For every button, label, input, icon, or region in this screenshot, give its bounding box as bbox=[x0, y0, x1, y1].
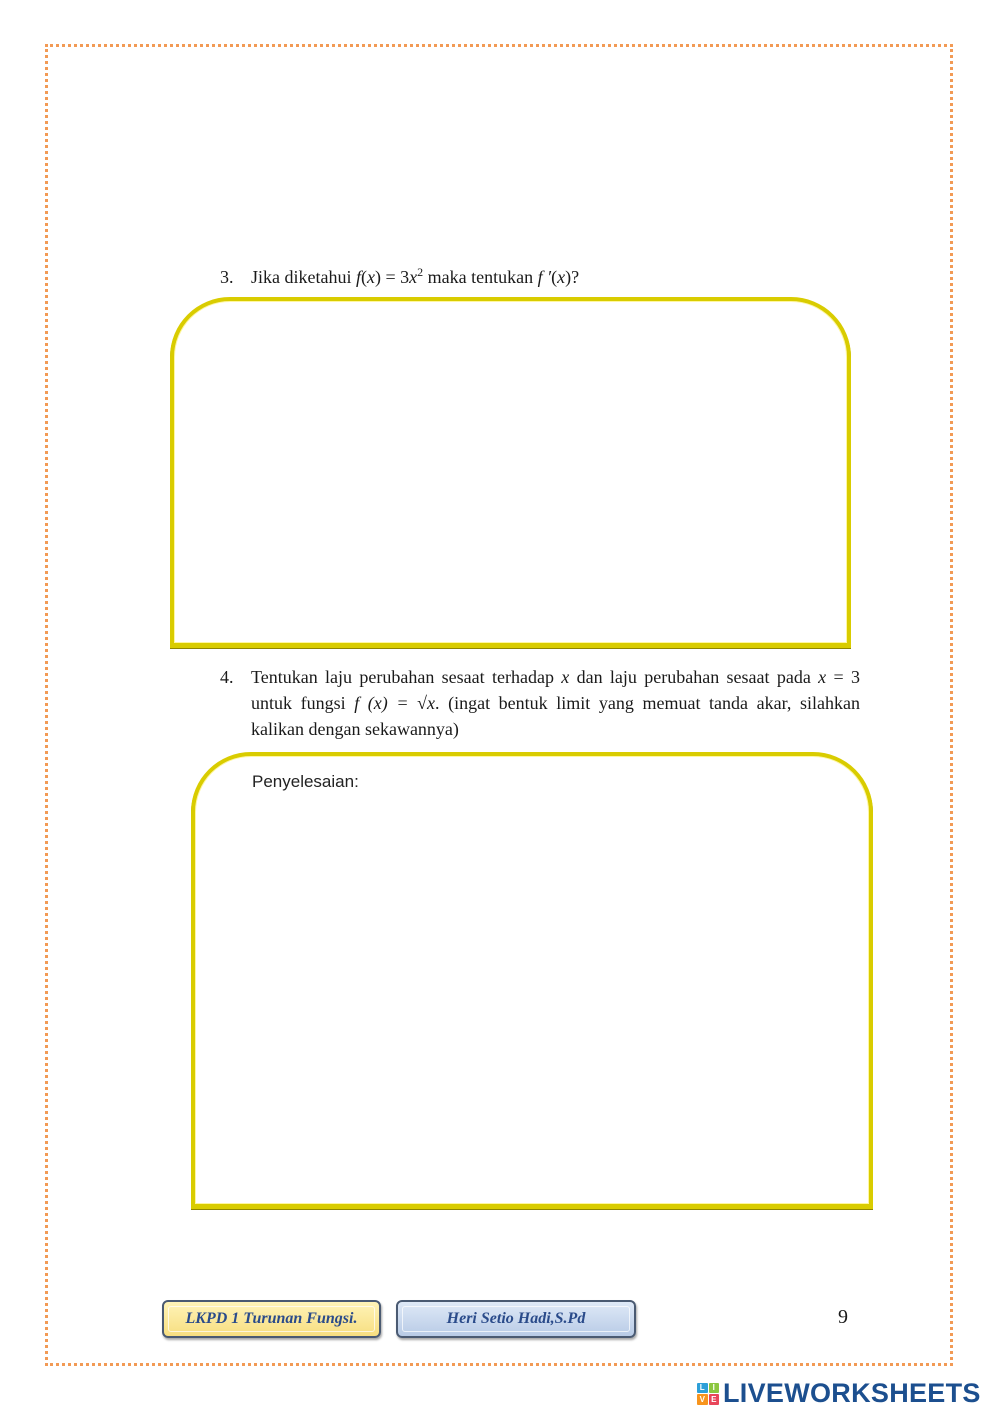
footer-author-tab bbox=[396, 1300, 636, 1338]
solution-label: Penyelesaian: bbox=[252, 772, 359, 791]
q3-lp2: ( bbox=[551, 267, 558, 287]
footer-title-text: LKPD 1 Turunan Fungsi. bbox=[185, 1310, 358, 1327]
question-3-number: 3. bbox=[220, 267, 234, 287]
q4-part4: . (ingat bentuk limit yang memuat tanda akar, silahkan kalikan dengan sekawannya) bbox=[251, 693, 860, 739]
footer-author-text: Heri Setio Hadi,S.Pd bbox=[446, 1310, 586, 1327]
question-4 bbox=[220, 664, 860, 742]
logo-letter-l: L bbox=[697, 1383, 708, 1394]
page-number: 9 bbox=[838, 1306, 848, 1328]
q3-lp1: ( bbox=[361, 267, 367, 287]
q3-x2: x bbox=[409, 267, 418, 287]
answer-box-4[interactable] bbox=[191, 752, 873, 1209]
q3-x3: x bbox=[557, 267, 566, 287]
footer-title-inner bbox=[168, 1306, 375, 1332]
liveworksheets-name: LIVEWORKSHEETS bbox=[723, 1378, 981, 1408]
q4-part1: Tentukan laju perubahan sesaat terhadap bbox=[251, 667, 562, 687]
q3-fprime: f ′ bbox=[537, 267, 552, 287]
question-4-text bbox=[251, 664, 860, 742]
q4-part2: dan laju perubahan sesaat pada bbox=[569, 667, 819, 687]
q4-x2: x bbox=[818, 667, 827, 687]
question-3 bbox=[220, 264, 860, 290]
q3-f: f bbox=[355, 267, 361, 287]
q3-prefix: Jika diketahui bbox=[251, 267, 356, 287]
logo-letter-i: I bbox=[709, 1383, 720, 1394]
liveworksheets-brand[interactable] bbox=[697, 1378, 981, 1409]
logo-letter-e: E bbox=[709, 1394, 720, 1405]
q3-rp2: )? bbox=[565, 267, 580, 287]
question-3-text bbox=[251, 264, 860, 290]
q4-formula: f (x) = √x bbox=[354, 693, 435, 713]
q4-x1: x bbox=[561, 667, 570, 687]
liveworksheets-logo-icon bbox=[697, 1383, 719, 1405]
logo-letter-v: V bbox=[697, 1394, 708, 1405]
q3-rp1: ) bbox=[375, 267, 381, 287]
q3-x1: x bbox=[367, 267, 375, 287]
q4-part3: = 3 untuk fungsi bbox=[251, 667, 860, 713]
q3-eq: = 3 bbox=[381, 267, 410, 287]
footer-author-inner bbox=[402, 1306, 630, 1332]
footer-title-tab bbox=[162, 1300, 381, 1338]
q3-exponent: 2 bbox=[417, 265, 424, 279]
q3-mid: maka tentukan bbox=[423, 267, 538, 287]
answer-box-3[interactable] bbox=[170, 297, 851, 648]
question-4-number: 4. bbox=[220, 667, 234, 687]
